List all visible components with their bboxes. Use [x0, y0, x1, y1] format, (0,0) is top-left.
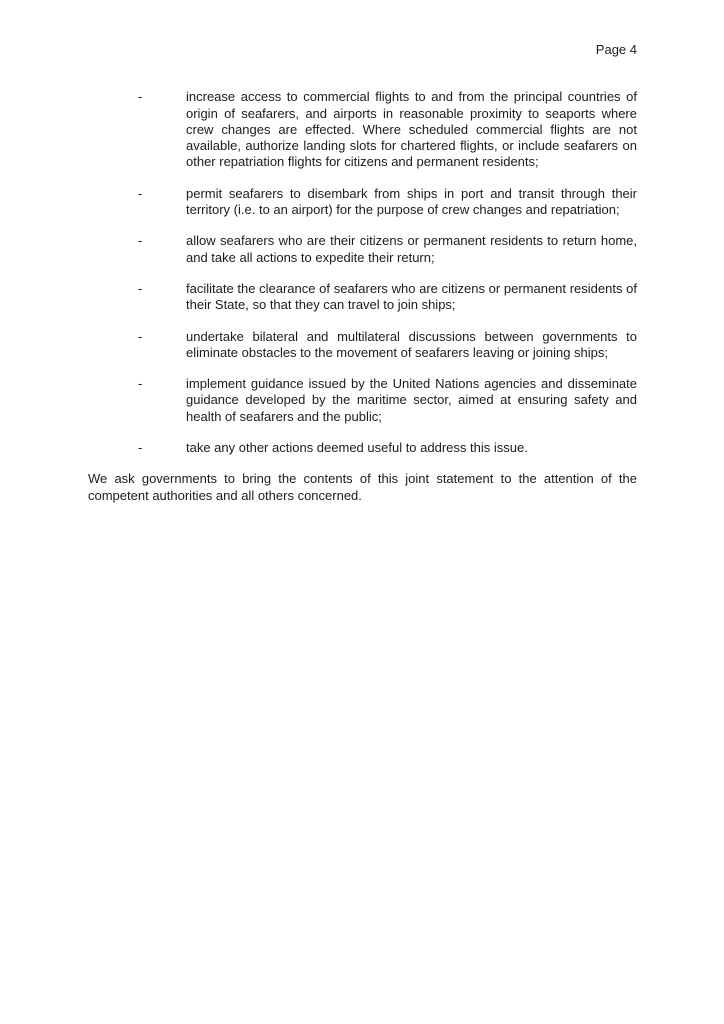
list-item-text: allow seafarers who are their citizens or permanent residents to return home, and take all actions to expedite their return;: [186, 233, 637, 265]
list-item: [88, 89, 637, 170]
dash-bullet-marker: -: [138, 233, 143, 249]
dash-bullet-marker: -: [138, 185, 143, 201]
list-item: [88, 440, 637, 456]
list-item: [88, 329, 637, 362]
list-item-text: take any other actions deemed useful to address this issue.: [186, 440, 528, 456]
page-content: [88, 42, 637, 504]
list-item-text: permit seafarers to disembark from ships in port and transit through their territory (i.e. to an airport) for the purpose of crew changes and repatriation;: [186, 185, 637, 218]
dash-bullet-marker: -: [138, 89, 143, 105]
dash-bullet-marker: -: [138, 376, 143, 392]
list-item: [88, 186, 637, 219]
closing-paragraph: We ask governments to bring the contents of this joint statement to the attention of the competent authorities and all others concerned.: [88, 471, 637, 503]
list-item-text: implement guidance issued by the United Nations agencies and disseminate guidance developed by the maritime sector, aimed at ensuring safety and health of seafarers and the public;: [186, 376, 637, 424]
list-item-text: facilitate the clearance of seafarers who are citizens or permanent residents of their State, so that they can travel to join ships;: [186, 280, 637, 313]
dash-bullet-marker: -: [138, 440, 143, 456]
page-number-label: Page 4: [595, 42, 637, 57]
list-item-text: increase access to commercial flights to and from the principal countries of origin of seafarers, and airports in reasonable proximity to seaports where crew changes are effected. Where scheduled commercial flights are not available, authorize landing slots for chartered flights, or include seafarers on other repatriation flights for citizens and permanent residents;: [186, 89, 637, 170]
list-item-text: undertake bilateral and multilateral discussions between governments to eliminate obstacles to the movement of seafarers leaving or joining ships;: [186, 328, 637, 360]
dash-bullet-marker: -: [138, 328, 143, 344]
dash-bullet-marker: -: [138, 280, 143, 296]
list-item: [88, 233, 637, 266]
action-bullet-list: [88, 89, 637, 456]
list-item: [88, 281, 637, 314]
list-item: [88, 376, 637, 425]
